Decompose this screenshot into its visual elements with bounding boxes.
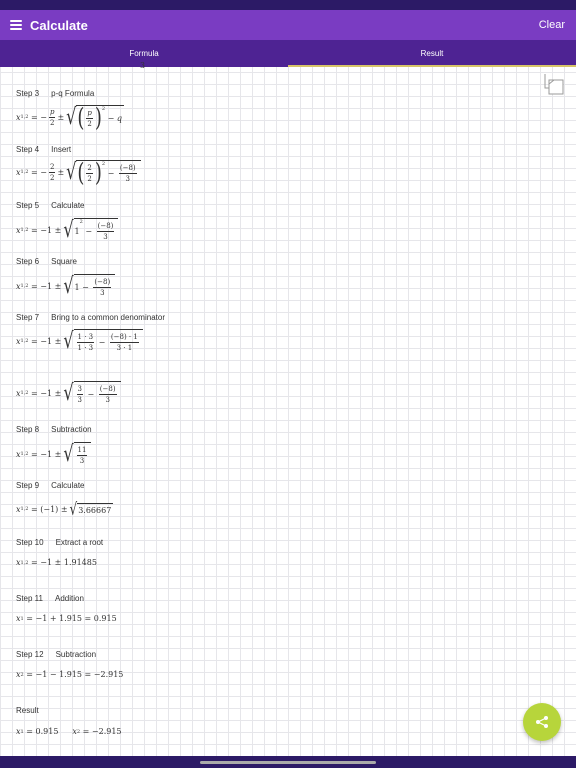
step-11-formula: x 1 = −1 + 1.915 = 0.915 [16, 614, 117, 623]
step-3-formula: x 1,2 = − $\frac{p}{2}$ ± √ ( $\frac{p}{2}$ ) 2 − q [16, 103, 123, 133]
step-7-formula-a: x 1,2 = −1 ± √ $\frac{1 \cdot 3}{1 \cdot 3}$ − $\frac{(-8) \cdot 1}{3 \cdot 1}$ [16, 329, 143, 353]
result-label: Result [16, 706, 39, 715]
step-8-label: Step 8 Subtraction [16, 425, 92, 434]
step-8-formula: x 1,2 = −1 ± √ $\frac{11}{3}$ [16, 442, 91, 466]
app-bar [0, 10, 576, 40]
step-7-formula-b: x 1,2 = −1 ± √ $\frac{3}{3}$ − $\frac{(-8)}{3}$ [16, 381, 121, 405]
tab-result[interactable]: Result [288, 40, 576, 67]
step-12-formula: x 2 = −1 − 1.915 = −2.915 [16, 670, 124, 679]
result-content[interactable] [0, 61, 576, 756]
copy-document-icon[interactable] [542, 72, 566, 96]
step-3-label: Step 3 p-q Formula [16, 89, 95, 98]
status-bar [0, 0, 576, 10]
step-10-formula: x 1,2 = −1 ± 1.91485 [16, 558, 97, 567]
step-7-label: Step 7 Bring to a common denominator [16, 313, 165, 322]
tab-bar [0, 40, 576, 67]
home-indicator[interactable] [200, 761, 376, 764]
clear-button[interactable]: Clear [538, 19, 565, 31]
step-9-formula: x 1,2 = (−1) ± √ 3.66667 [16, 499, 112, 519]
result-formula: x 1 = 0.915 x 2 = −2.915 [16, 727, 122, 736]
step-5-formula: x 1,2 = −1 ± √ 1 2 − $\frac{(-8)}{3}$ [16, 218, 118, 242]
step-6-label: Step 6 Square [16, 257, 77, 266]
share-icon [535, 715, 549, 729]
step-9-label: Step 9 Calculate [16, 481, 85, 490]
hamburger-menu-icon[interactable] [10, 20, 22, 30]
step-12-label: Step 12 Subtraction [16, 650, 97, 659]
app-title: Calculate [30, 17, 88, 33]
tab-formula[interactable]: Formula [129, 49, 159, 58]
partial-formula-top: 3 [140, 61, 146, 70]
step-5-label: Step 5 Calculate [16, 201, 85, 210]
step-10-label: Step 10 Extract a root [16, 538, 104, 547]
step-4-label: Step 4 Insert [16, 145, 72, 154]
step-4-formula: x 1,2 = − $\frac{2}{2}$ ± √ ( $\frac{2}{2}$ ) 2 − $\frac{(-8)}{3}$ [16, 160, 141, 184]
step-11-label: Step 11 Addition [16, 594, 84, 603]
share-button[interactable] [523, 703, 561, 741]
step-6-formula: x 1,2 = −1 ± √ 1 − $\frac{(-8)}{3}$ [16, 274, 115, 298]
